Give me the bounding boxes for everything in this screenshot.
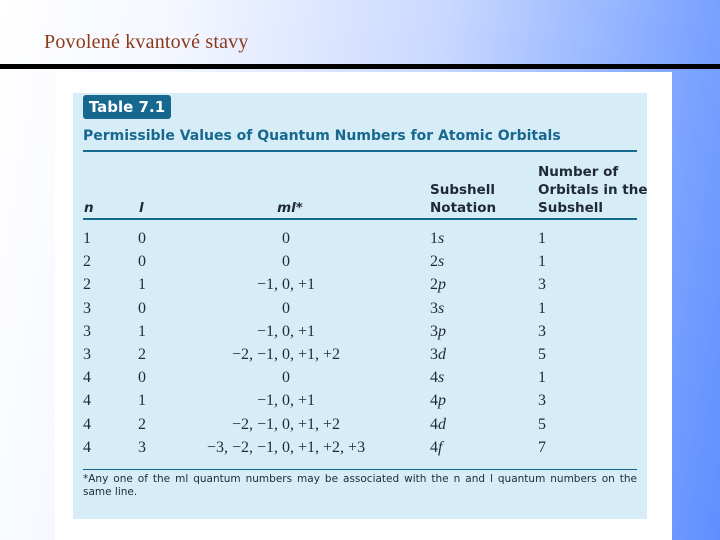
cell-l: 1 xyxy=(138,276,146,294)
cell-ml: −1, 0, +1 xyxy=(256,322,316,340)
header-subshell-line1: Subshell xyxy=(430,182,496,198)
cell-orbital-count: 7 xyxy=(538,438,546,456)
cell-orbital-count: 3 xyxy=(538,322,546,340)
subshell-letter: d xyxy=(438,345,446,363)
cell-ml: −1, 0, +1 xyxy=(256,392,316,410)
cell-ml: −3, −2, −1, 0, +1, +2, +3 xyxy=(206,438,366,456)
cell-n: 2 xyxy=(83,276,91,294)
cell-ml: 0 xyxy=(282,299,290,317)
subshell-number: 4 xyxy=(430,415,438,433)
table-bottom-rule xyxy=(83,469,637,470)
cell-ml: 0 xyxy=(282,253,290,271)
subshell-number: 4 xyxy=(430,438,438,456)
cell-ml: 0 xyxy=(282,369,290,387)
table-label-badge: Table 7.1 xyxy=(83,95,171,119)
title-divider xyxy=(0,64,720,69)
header-count-line2: Orbitals in the xyxy=(538,182,648,198)
subshell-number: 4 xyxy=(430,392,438,410)
cell-subshell xyxy=(430,392,446,410)
subshell-letter: s xyxy=(438,369,445,387)
table-row xyxy=(0,300,720,323)
cell-n: 4 xyxy=(83,438,91,456)
subshell-letter: f xyxy=(438,438,443,456)
cell-subshell xyxy=(430,346,446,364)
subshell-number: 2 xyxy=(430,253,438,271)
cell-l: 0 xyxy=(138,230,146,247)
header-count-line3: Subshell xyxy=(538,200,604,216)
cell-subshell xyxy=(430,369,444,387)
header-n: n xyxy=(84,200,94,216)
subshell-letter: s xyxy=(438,253,445,271)
cell-ml: −2, −1, 0, +1, +2 xyxy=(231,345,341,363)
cell-n: 3 xyxy=(83,345,91,363)
table-body xyxy=(0,230,720,462)
header-subshell-line2: Notation xyxy=(430,200,497,216)
cell-l: 2 xyxy=(138,415,146,433)
cell-subshell xyxy=(430,253,444,271)
header-top-rule xyxy=(83,150,637,152)
subshell-letter: p xyxy=(438,392,446,410)
subshell-number: 3 xyxy=(430,322,438,340)
cell-l: 3 xyxy=(138,438,146,456)
cell-orbital-count: 1 xyxy=(538,230,546,247)
cell-l: 0 xyxy=(138,369,146,387)
header-subshell-notation xyxy=(430,181,530,217)
cell-subshell xyxy=(430,323,446,341)
cell-subshell xyxy=(430,230,444,248)
cell-orbital-count: 5 xyxy=(538,345,546,363)
table-row xyxy=(0,439,720,462)
subshell-number: 1 xyxy=(430,230,438,247)
table-row xyxy=(0,369,720,392)
header-count-line1: Number of xyxy=(538,164,619,180)
subshell-number: 3 xyxy=(430,299,438,317)
cell-n: 1 xyxy=(83,230,91,247)
subshell-letter: s xyxy=(438,299,445,317)
subshell-letter: p xyxy=(438,276,446,294)
cell-l: 0 xyxy=(138,253,146,271)
cell-n: 4 xyxy=(83,392,91,410)
table-footnote: *Any one of the ml quantum numbers may be associated with the n and l quantum numbers on the same line. xyxy=(83,473,637,498)
table-row xyxy=(0,253,720,276)
cell-orbital-count: 1 xyxy=(538,369,546,387)
subshell-letter: s xyxy=(438,230,445,247)
cell-l: 2 xyxy=(138,345,146,363)
cell-subshell xyxy=(430,439,442,457)
cell-n: 2 xyxy=(83,253,91,271)
cell-n: 4 xyxy=(83,415,91,433)
cell-n: 4 xyxy=(83,369,91,387)
slide-title: Povolené kvantové stavy xyxy=(44,31,249,53)
subshell-number: 3 xyxy=(430,345,438,363)
cell-l: 1 xyxy=(138,322,146,340)
table-caption: Permissible Values of Quantum Numbers for Atomic Orbitals xyxy=(83,128,561,144)
cell-n: 3 xyxy=(83,322,91,340)
cell-ml: −2, −1, 0, +1, +2 xyxy=(231,415,341,433)
cell-n: 3 xyxy=(83,299,91,317)
subshell-letter: d xyxy=(438,415,446,433)
cell-ml: 0 xyxy=(282,230,290,247)
header-bottom-rule xyxy=(83,218,637,220)
subshell-number: 2 xyxy=(430,276,438,294)
cell-subshell xyxy=(430,416,446,434)
table-row xyxy=(0,230,720,253)
cell-orbital-count: 3 xyxy=(538,276,546,294)
subshell-number: 4 xyxy=(430,369,438,387)
cell-orbital-count: 1 xyxy=(538,253,546,271)
table-row xyxy=(0,276,720,299)
cell-subshell xyxy=(430,276,446,294)
cell-ml: −1, 0, +1 xyxy=(256,276,316,294)
header-orbital-count xyxy=(538,163,648,217)
cell-l: 1 xyxy=(138,392,146,410)
table-row xyxy=(0,323,720,346)
table-row xyxy=(0,346,720,369)
table-row xyxy=(0,416,720,439)
cell-subshell xyxy=(430,300,444,318)
header-l: l xyxy=(139,200,144,216)
subshell-letter: p xyxy=(438,322,446,340)
header-ml: ml* xyxy=(277,200,303,216)
cell-orbital-count: 3 xyxy=(538,392,546,410)
cell-orbital-count: 1 xyxy=(538,299,546,317)
cell-l: 0 xyxy=(138,299,146,317)
table-row xyxy=(0,392,720,415)
cell-orbital-count: 5 xyxy=(538,415,546,433)
